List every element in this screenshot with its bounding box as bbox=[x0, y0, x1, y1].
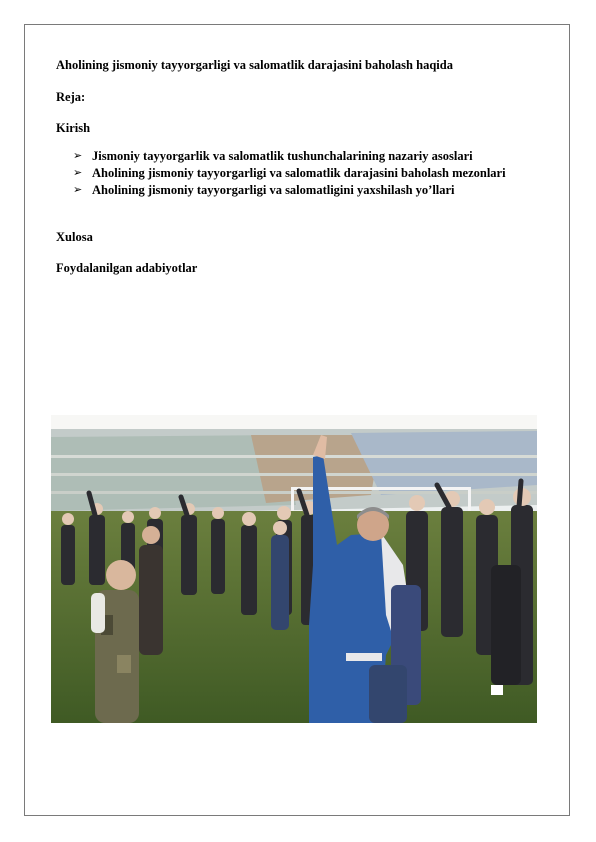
plan-item-text: Aholining jismoniy tayyorgarligi va salomatligini yaxshilash yo’llari bbox=[92, 183, 455, 197]
conclusion-heading: Xulosa bbox=[56, 230, 93, 244]
document-title: Aholining jismoniy tayyorgarligi va salomatlik darajasini baholash haqida bbox=[56, 58, 453, 72]
plan-list bbox=[73, 149, 555, 200]
plan-item bbox=[73, 149, 555, 163]
references-heading: Foydalanilgan adabiyotlar bbox=[56, 261, 198, 275]
plan-heading: Reja: bbox=[56, 90, 86, 104]
intro-heading: Kirish bbox=[56, 121, 91, 135]
exercise-photo-illustration bbox=[51, 415, 537, 723]
plan-item bbox=[73, 183, 555, 197]
plan-item-text: Jismoniy tayyorgarlik va salomatlik tushunchalarining nazariy asoslari bbox=[92, 149, 473, 163]
arrow-bullet-icon: ➢ bbox=[73, 166, 83, 179]
arrow-bullet-icon: ➢ bbox=[73, 149, 83, 162]
plan-item bbox=[73, 166, 555, 180]
exercise-photo bbox=[51, 415, 537, 723]
plan-item-text: Aholining jismoniy tayyorgarligi va salomatlik darajasini baholash mezonlari bbox=[92, 166, 506, 180]
arrow-bullet-icon: ➢ bbox=[73, 183, 83, 196]
